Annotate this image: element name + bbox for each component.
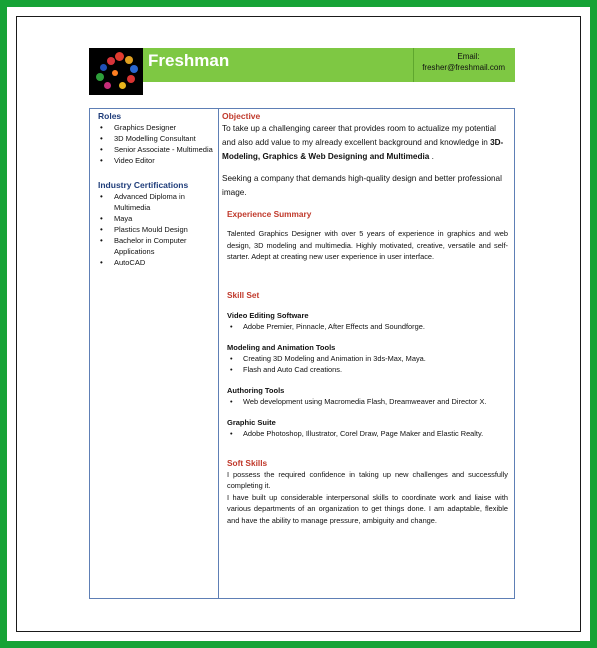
left-column [98, 111, 214, 268]
email-label: Email: [457, 52, 480, 61]
objective-paragraph-2: Seeking a company that demands high-quality design and better professional image. [222, 174, 502, 197]
list-item: • Plastics Mould Design [98, 224, 214, 235]
column-divider [218, 108, 219, 599]
email-block [413, 48, 515, 82]
experience-text: Talented Graphics Designer with over 5 years of experience in graphics and web design, 3D modeling and multimedia. Highly motivated, creative, versatile and self-starter. Adept at creating new user experience in user interface. [227, 229, 508, 261]
logo-spheres-icon [89, 48, 143, 95]
list-item: • Video Editor [98, 155, 214, 166]
roles-list [98, 122, 214, 166]
skillset-heading: Skill Set [227, 289, 260, 300]
objective-bold-text: 3D-Modeling, Graphics & Web Designing and Multimedia [222, 138, 504, 161]
list-item: • Creating 3D Modeling and Animation in 3ds-Max, Maya. [222, 353, 508, 364]
email-address[interactable]: fresher@freshmail.com [422, 63, 505, 72]
soft-skills-text-2: I have built up considerable interpersonal skills to coordinate work and liaise with various departments of an organization to get things done. I am adaptable, flexible and have the ability to manage pressure, ambiguity and change. [227, 492, 508, 525]
list-item: • Flash and Auto Cad creations. [222, 364, 508, 375]
certifications-heading: Industry Certifications [98, 180, 189, 190]
objective-paragraph [222, 122, 508, 164]
skill-list [222, 428, 508, 439]
list-item: • Senior Associate - Multimedia [98, 144, 214, 155]
experience-heading: Experience Summary [227, 209, 312, 219]
roles-heading: Roles [98, 111, 122, 121]
skill-list [222, 396, 508, 407]
list-item: • Web development using Macromedia Flash, Dreamweaver and Director X. [222, 396, 508, 407]
skill-list [222, 321, 508, 332]
soft-skills-heading: Soft Skills [227, 457, 268, 468]
list-item: • AutoCAD [98, 257, 214, 268]
skill-group-heading: Modeling and Animation Tools [227, 342, 336, 352]
candidate-name: Freshman [148, 51, 230, 70]
soft-skills-text: I possess the required confidence in taking up new challenges and successfully completing it. [227, 469, 508, 490]
right-column [222, 111, 508, 526]
skill-list [222, 353, 508, 375]
list-item: • 3D Modelling Consultant [98, 133, 214, 144]
skill-group-heading: Video Editing Software [227, 310, 309, 320]
skill-group-heading: Authoring Tools [227, 385, 285, 395]
objective-heading: Objective [222, 111, 261, 121]
objective-text: To take up a challenging career that provides room to actualize my potential and also add value to my already excellent background and knowledge in [222, 124, 496, 147]
list-item: • Bachelor in Computer Applications [98, 235, 214, 257]
list-item: • Adobe Photoshop, Illustrator, Corel Draw, Page Maker and Elastic Realty. [222, 428, 508, 439]
objective-text-end: . [429, 152, 434, 161]
list-item: • Graphics Designer [98, 122, 214, 133]
list-item: • Maya [98, 213, 214, 224]
skill-group-heading: Graphic Suite [227, 417, 276, 427]
certifications-list [98, 191, 214, 268]
list-item: • Advanced Diploma in Multimedia [98, 191, 214, 213]
list-item: • Adobe Premier, Pinnacle, After Effects and Soundforge. [222, 321, 508, 332]
